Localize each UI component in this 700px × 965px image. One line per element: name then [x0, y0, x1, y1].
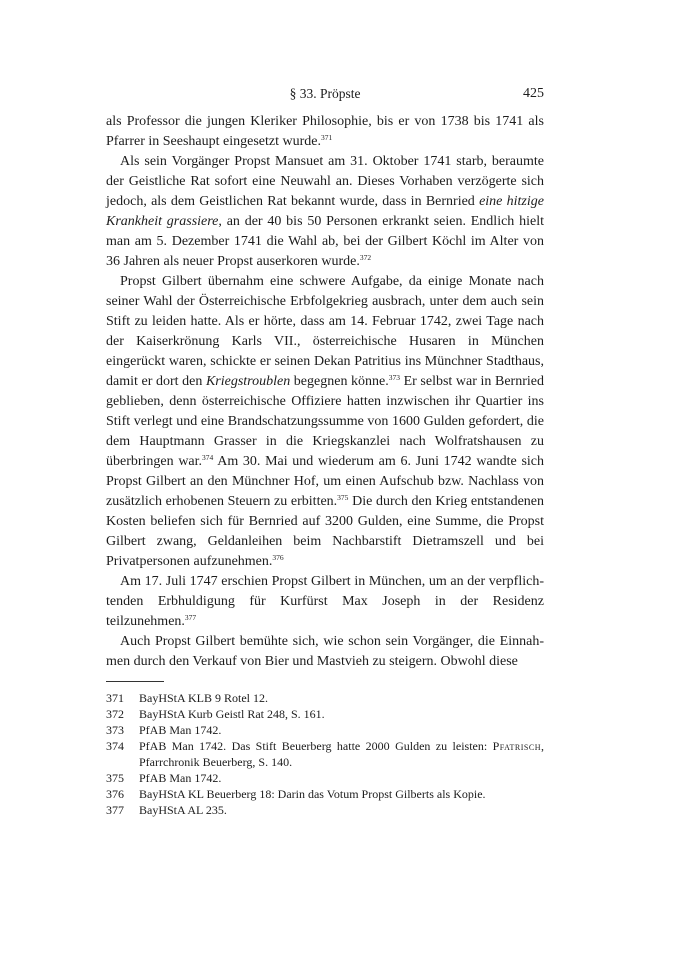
footnote — [106, 706, 544, 722]
footnote — [106, 802, 544, 818]
footnotes — [106, 690, 544, 818]
paragraph — [106, 112, 544, 152]
footnote — [106, 690, 544, 706]
paragraph — [106, 632, 544, 672]
footnote-number: 372 — [106, 707, 124, 721]
text-run: als Professor die jungen Kleriker Philosophie, bis er von 1738 bis 1741 als Pfarrer in Seeshaupt eingesetzt wurde. — [106, 114, 544, 149]
footnote-separator — [106, 681, 164, 682]
footnote-number: 374 — [106, 739, 124, 753]
footnote — [106, 786, 544, 802]
text-run: PfAB Man 1742. Das Stift Beuerberg hatte 2000 Gulden zu leisten: — [139, 739, 493, 753]
text-run: Propst Gilbert übernahm eine schwere Aufgabe, da einige Monate nach seiner Wahl der Österreichische Erbfolgekrieg ausbrach, unter dem auch sein Stift zu leiden hatte. Als er hörte, dass am 14. Februar 1742, zwei Tage nach der Kaiserkrönung Karls VII., österreichische Husaren in München eingerückt waren, schickte er seinen Dekan Patritius ins Münchner Stadthaus, damit er dort den — [106, 274, 544, 389]
paragraph — [106, 572, 544, 632]
page-number: 425 — [523, 86, 544, 101]
text-run: PfAB Man 1742. — [139, 723, 222, 737]
italic-phrase: eine hitzige Krankheit grassiere — [106, 194, 544, 229]
text-run: Am 30. Mai und wiederum am 6. Juni 1742 wandte sich Propst Gilbert an den Münchner Hof, um einen Aufschub bzw. Nachlass von zusätzlich erhobenen Steuern zu erbitten. — [106, 454, 544, 509]
footnote — [106, 722, 544, 738]
italic-phrase: Kriegstroublen — [205, 374, 291, 389]
footnote-reference: 375 — [337, 493, 349, 502]
text-run: BayHStA KL Beuerberg 18: Darin das Votum Propst Gilberts als Kopie. — [139, 787, 486, 801]
text-run: Er selbst war in Bernried geblieben, denn österreichische Offiziere hatten inzwischen ihr Quartier ins Stift verlegt und eine Brandschatzungssumme von 1600 Gulden gefordert, die dem Hauptmann Grasser in die Kriegskanzlei nach Wolfratshausen zu überbringen war. — [106, 374, 544, 469]
footnote-number: 373 — [106, 723, 124, 737]
footnote-text — [139, 691, 268, 705]
footnote-reference: 377 — [184, 613, 197, 622]
text-run: begegnen könne. — [290, 374, 389, 389]
footnote-reference: 372 — [359, 253, 372, 262]
footnote-reference: 373 — [388, 373, 401, 382]
footnote-reference: 374 — [202, 453, 214, 462]
footnote-text — [139, 723, 221, 737]
text-run: BayHStA AL 235. — [139, 803, 227, 817]
section-title: § 33. Pröpste — [289, 86, 361, 101]
running-head — [106, 86, 544, 106]
author-name: Pfatrisch — [492, 739, 541, 753]
paragraph — [106, 272, 544, 572]
text-run: Auch Propst Gilbert bemühte sich, wie schon sein Vorgänger, die Einnahmen durch den Verkauf von Bier und Mastvieh zu steigern. Obwohl diese — [106, 634, 544, 669]
text-run: , an der 40 bis 50 Personen erkrankt seien. Endlich hielt man am 5. Dezember 1741 die Wahl ab, bei der Gilbert Köchl im Alter von 36 Jahren als neuer Propst auserkoren wurde. — [106, 214, 544, 269]
text-run: Als sein Vorgänger Propst Mansuet am 31. Oktober 1741 starb, beraumte der Geistliche Rat sofort eine Neuwahl an. Dieses Vorhaben verzögerte sich jedoch, als dem Geistlichen Rat bekannt wurde, dass in Bernried — [106, 154, 544, 209]
footnote-text — [139, 771, 221, 785]
footnote — [106, 738, 544, 770]
body-text — [106, 112, 544, 672]
text-run: , Pfarrchronik Beuerberg, S. 140. — [139, 739, 544, 769]
text-run: Die durch den Krieg entstandenen Kosten beliefen sich für Bernried auf 3200 Gulden, eine Summe, die Propst Gilbert zwang, Geldanleihen beim Nachbarstift Dietramszell und bei Privatpersonen aufzunehmen. — [106, 494, 545, 569]
footnote-text — [139, 803, 227, 817]
footnote-number: 371 — [106, 691, 124, 705]
text-run: Am 17. Juli 1747 erschien Propst Gilbert in München, um an der verpflichtenden Erbhuldigung für Kurfürst Max Joseph in der Residenz teilzunehmen. — [106, 574, 544, 629]
text-run: BayHStA KLB 9 Rotel 12. — [139, 691, 269, 705]
footnote-text — [139, 739, 544, 769]
footnote-reference: 376 — [272, 553, 284, 562]
footnote-number: 375 — [106, 771, 124, 785]
footnote — [106, 770, 544, 786]
footnote-text — [139, 787, 486, 801]
text-run: BayHStA Kurb Geistl Rat 248, S. 161. — [139, 707, 325, 721]
text-run: PfAB Man 1742. — [139, 771, 222, 785]
footnote-text — [139, 707, 325, 721]
paragraph — [106, 152, 544, 272]
footnote-number: 377 — [106, 803, 124, 817]
footnote-number: 376 — [106, 787, 124, 801]
footnote-reference: 371 — [320, 133, 333, 142]
